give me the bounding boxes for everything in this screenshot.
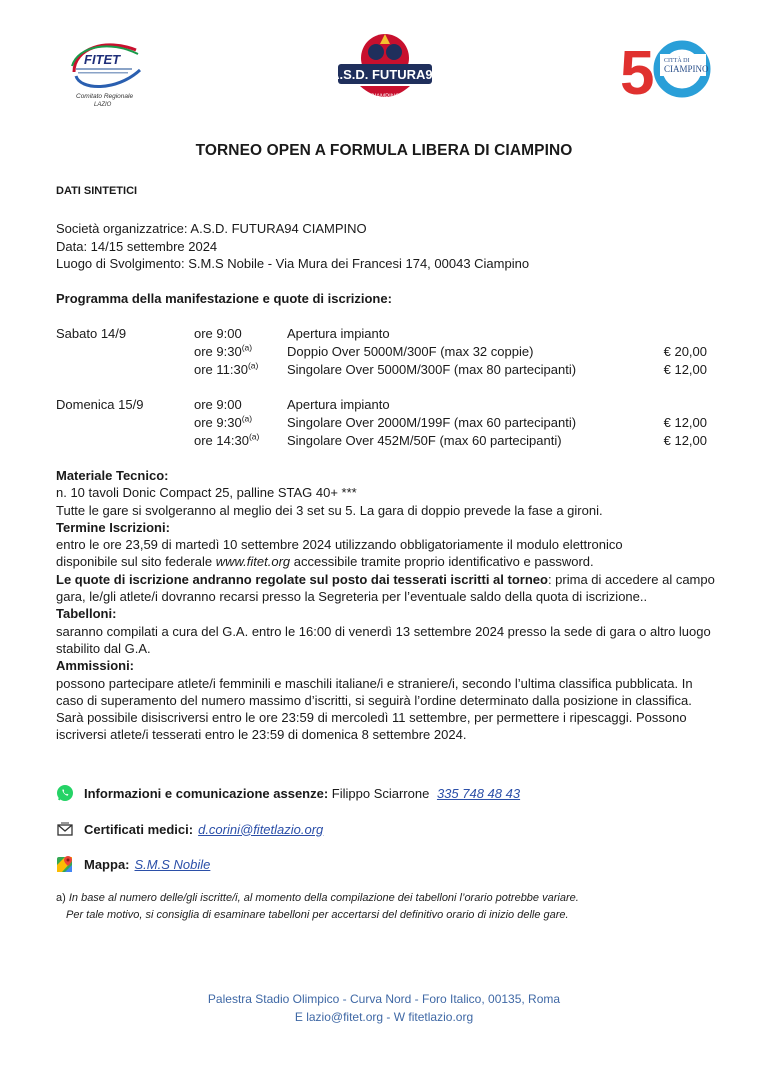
futura94-logo [330,30,440,112]
regulations-body [56,467,716,744]
page-footer [0,990,768,1026]
phone-link[interactable]: 335 748 48 43 [436,785,521,801]
info-label: Informazioni e comunicazione assenze: [84,785,329,801]
quote-paragraph: Le quote di iscrizione andranno regolate sul posto dai tesserati iscritti al torneo: prima di accedere al campo gara, le/gli atlete/i dovranno recarsi presso la Segreteria per l’eventuale saldo della quota di iscrizione.. [56,571,715,605]
fitet-site-text: www.fitet.org [215,554,291,570]
schedule-price: € 12,00 [663,362,707,377]
fitet-logo [66,34,146,110]
svg-text:A.S.D. FUTURA94: A.S.D. FUTURA94 [330,67,440,82]
footer-contacts: E lazio@fitet.org - W fitetlazio.org [294,1010,474,1024]
footnote [56,890,579,924]
schedule-day: Domenica 15/9 [56,397,144,412]
citta-ciampino-50-logo [620,40,712,98]
svg-text:CIAMPINO: CIAMPINO [664,64,709,74]
venue-line: Luogo di Svolgimento: S.M.S Nobile - Via Mura dei Francesi 174, 00043 Ciampino [56,256,530,271]
map-link[interactable]: S.M.S Nobile [134,856,211,872]
schedule-price: € 12,00 [663,433,707,448]
ammissioni-text: possono partecipare atlete/i femminili e maschili italiane/i e straniere/i, secondo l’ultima classifica pubblicata. In caso di superamento del numero massimo d’iscritti, si seguirà l’ordine determinato dalla posizione in classifica. Sarà possibile disiscriversi entro le ore 23:59 di mercoledì 11 settembre, per permettere i ripescaggi. Possono iscriversi atlete/i tesserati entro le 23:59 di domenica 8 settembre 2024. [56,675,693,743]
schedule-desc: Doppio Over 5000M/300F (max 32 coppie) [287,344,534,359]
contact-cert-row [56,820,323,838]
schedule-price: € 20,00 [663,344,707,359]
contact-map-row [56,855,210,873]
schedule-time: ore 14:30$^{(a)}$ [194,431,260,448]
svg-text:FITET: FITET [84,52,121,67]
iscrizioni-heading: Termine Iscrizioni: [56,519,170,535]
schedule-time: ore 9:30$^{(a)}$ [194,342,253,359]
fitet-sub2: LAZIO [94,102,112,108]
whatsapp-icon [56,784,74,802]
svg-text:5: 5 [620,40,655,98]
svg-text:CIAMPINO: CIAMPINO [370,94,400,100]
iscrizioni-line: entro le ore 23,59 di martedì 10 settembre 2024 utilizzando obbligatoriamente il modulo elettronico [56,537,623,553]
tabelloni-heading: Tabelloni: [56,606,117,622]
schedule-price: € 12,00 [663,415,707,430]
footer-address: Palestra Stadio Olimpico - Curva Nord - Foro Italico, 00135, Roma [207,992,561,1006]
organizer-line: Società organizzatrice: A.S.D. FUTURA94 CIAMPINO [56,221,367,236]
program-heading: Programma della manifestazione e quote di iscrizione: [56,291,392,306]
schedule-time: ore 9:00 [194,326,242,341]
svg-text:CITTÀ DI: CITTÀ DI [664,58,690,64]
iscrizioni-line: disponibile sul sito federale www.fitet.org accessibile tramite proprio identificativo e password. [56,554,594,570]
materiale-heading: Materiale Tecnico: [56,468,169,483]
date-line: Data: 14/15 settembre 2024 [56,238,218,254]
materiale-line: n. 10 tavoli Donic Compact 25, palline STAG 40+ *** [56,485,357,501]
mail-icon [56,820,74,838]
schedule-desc: Singolare Over 452M/50F (max 60 partecipanti) [287,433,562,448]
schedule-desc: Singolare Over 2000M/199F (max 60 partecipanti) [287,415,577,430]
info-block [56,220,529,273]
schedule-time: ore 9:30$^{(a)}$ [194,413,253,430]
document-title: TORNEO OPEN A FORMULA LIBERA DI CIAMPINO [195,142,573,159]
footnote-line: a) In base al numero delle/gli iscritte/i, al momento della compilazione dei tabelloni l’orario potrebbe variare. [56,892,579,904]
ammissioni-heading: Ammissioni: [56,658,135,674]
fitet-sub1: Comitato Regionale [76,93,134,100]
schedule-desc: Singolare Over 5000M/300F (max 80 partecipanti) [287,362,577,377]
schedule-day: Sabato 14/9 [56,326,127,341]
schedule-time: ore 11:30$^{(a)}$ [194,360,259,377]
cert-email-link[interactable]: d.corini@fitetlazio.org [198,821,324,837]
contact-info-row [56,784,520,802]
map-icon [56,855,74,873]
tabelloni-text: saranno compilati a cura del G.A. entro le 16:00 di venerdì 13 settembre 2024 presso la sede di gara o altro luogo stabilito dal G.A. [56,623,711,656]
footnote-line: Per tale motivo, si consiglia di esaminare tabelloni per accertarsi del definitivo orario di inizio delle gare. [66,909,569,921]
section-heading: DATI SINTETICI [56,185,138,197]
schedule-desc: Apertura impianto [287,397,390,412]
info-name: Filippo Sciarrone [328,785,433,801]
materiale-line: Tutte le gare si svolgeranno al meglio dei 3 set su 5. La gara di doppio prevede la fase a gironi. [56,502,603,518]
schedule-desc: Apertura impianto [287,326,390,341]
schedule-time: ore 9:00 [194,397,242,412]
cert-label: Certificati medici: [84,821,194,837]
map-label: Mappa: [84,856,130,872]
